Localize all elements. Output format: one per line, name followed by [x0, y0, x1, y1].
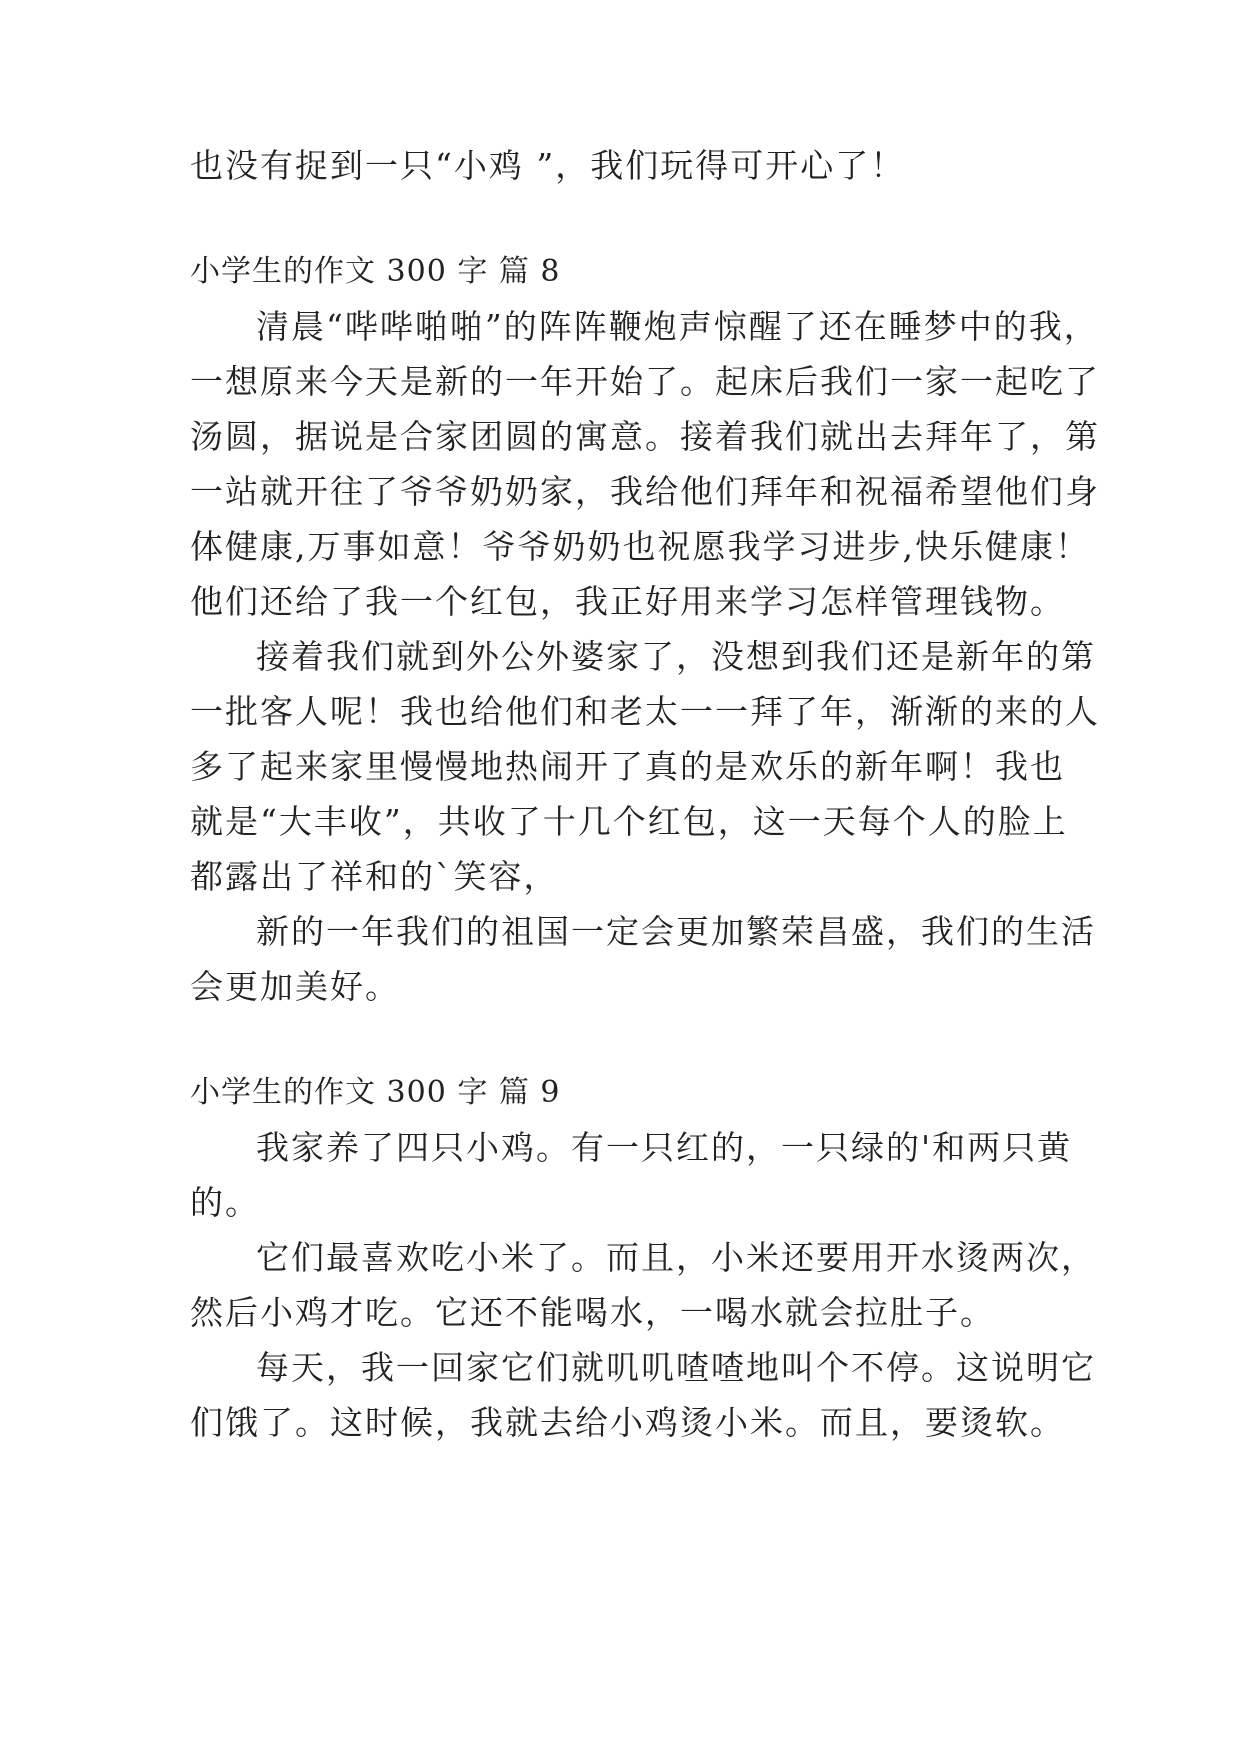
paragraph-line: 清晨“哔哔啪啪”的阵阵鞭炮声惊醒了还在睡梦中的我，	[256, 307, 1099, 346]
paragraph-line: 我家养了四只小鸡。有一只红的，一只绿的'和两只黄	[256, 1128, 1073, 1167]
paragraph-line: 他们还给了我一个红包，我正好用来学习怎样管理钱物。	[190, 582, 1065, 621]
lead-line: 也没有捉到一只“小鸡 ”，我们玩得可开心了！	[190, 146, 906, 185]
paragraph-line: 一批客人呢！我也给他们和老太一一拜了年，渐渐的来的人	[190, 692, 1100, 731]
paragraph-line: 就是“大丰收”，共收了十几个红包，这一天每个人的脸上	[190, 802, 1068, 841]
paragraph-line: 多了起来家里慢慢地热闹开了真的是欢乐的新年啊！我也	[190, 747, 1065, 786]
paragraph-line: 新的一年我们的祖国一定会更加繁荣昌盛，我们的生活	[256, 912, 1096, 951]
paragraph-line: 的。	[190, 1183, 260, 1222]
paragraph-line: 汤圆，据说是合家团圆的寓意。接着我们就出去拜年了，第	[190, 417, 1100, 456]
paragraph-line: 会更加美好。	[190, 967, 400, 1006]
paragraph-line: 一想原来今天是新的一年开始了。起床后我们一家一起吃了	[190, 362, 1100, 401]
paragraph-line: 它们最喜欢吃小米了。而且，小米还要用开水烫两次，	[256, 1238, 1096, 1277]
paragraph-line: 都露出了祥和的`笑容，	[190, 857, 559, 896]
paragraph-line: 们饿了。这时候，我就去给小鸡烫小米。而且，要烫软。	[190, 1403, 1065, 1442]
paragraph-line: 然后小鸡才吃。它还不能喝水，一喝水就会拉肚子。	[190, 1293, 995, 1332]
paragraph-line: 体健康,万事如意！爷爷奶奶也祝愿我学习进步,快乐健康！	[190, 527, 1090, 566]
paragraph-line: 一站就开往了爷爷奶奶家，我给他们拜年和祝福希望他们身	[190, 472, 1100, 511]
section-heading-8: 小学生的作文 300 字 篇 8	[190, 254, 561, 289]
paragraph-line: 接着我们就到外公外婆家了，没想到我们还是新年的第	[256, 637, 1096, 676]
section-heading-9: 小学生的作文 300 字 篇 9	[190, 1075, 561, 1110]
paragraph-line: 每天，我一回家它们就叽叽喳喳地叫个不停。这说明它	[256, 1348, 1096, 1387]
